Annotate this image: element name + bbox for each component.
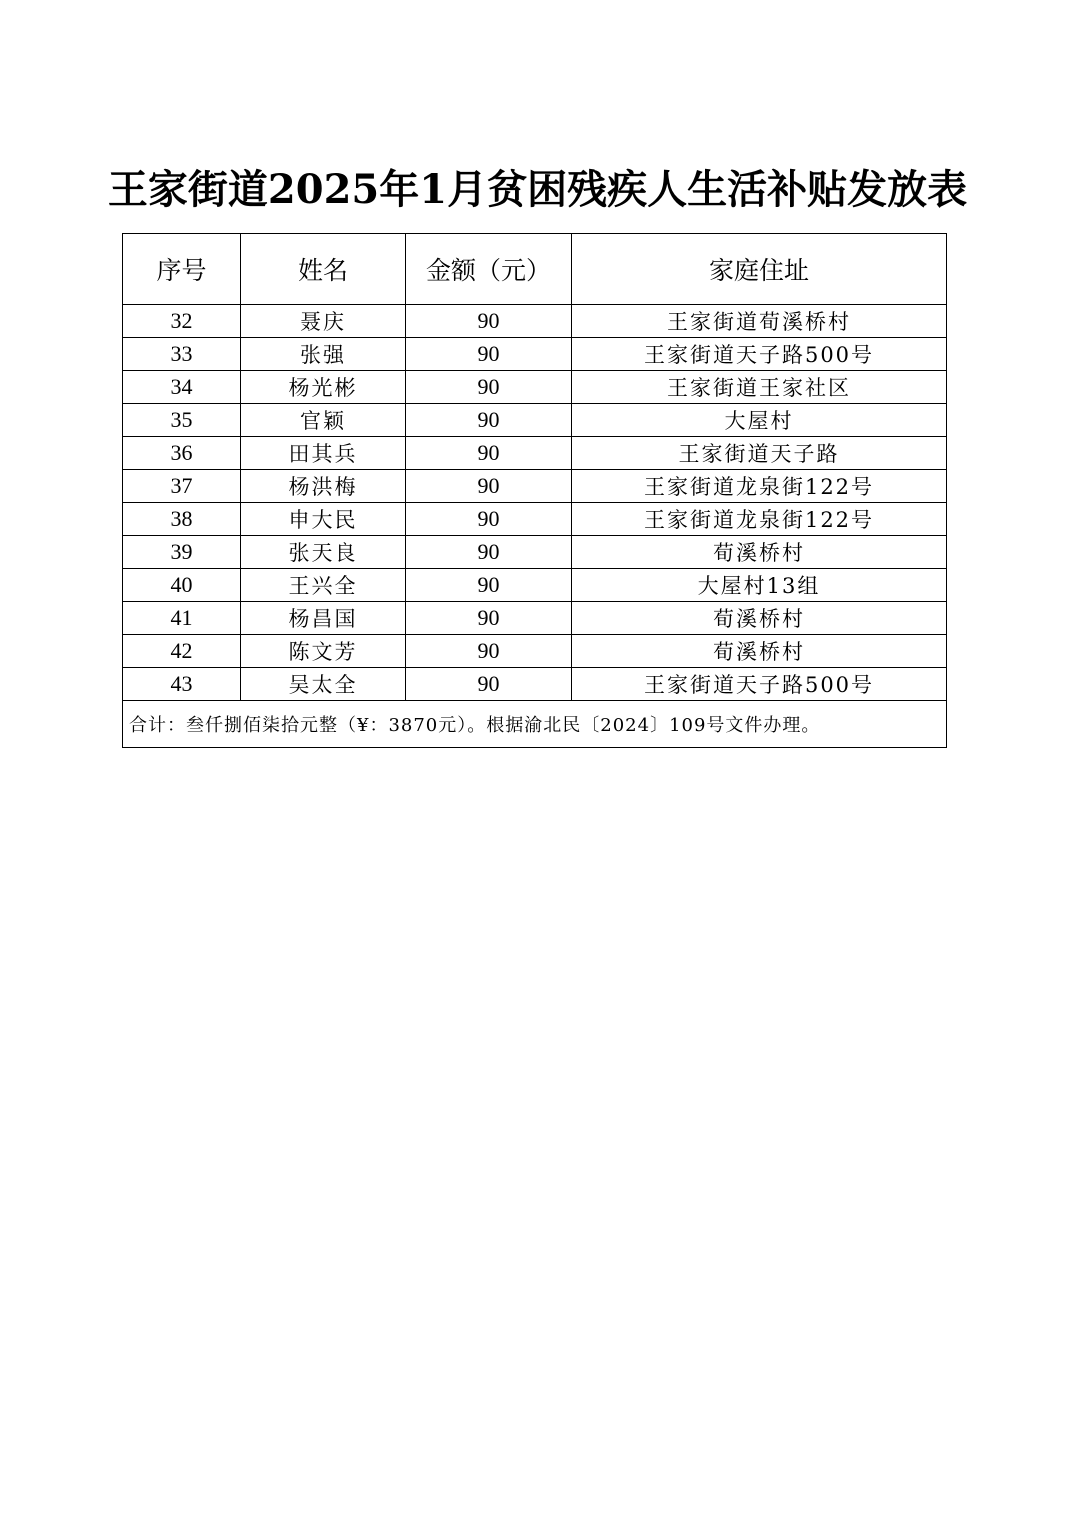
cell-address: 荀溪桥村 <box>572 536 947 569</box>
table-row <box>123 437 947 470</box>
cell-name: 申大民 <box>241 503 406 536</box>
cell-address: 大屋村 <box>572 404 947 437</box>
document-title: 王家街道2025年1月贫困残疾人生活补贴发放表 <box>107 166 968 213</box>
cell-address: 荀溪桥村 <box>572 602 947 635</box>
cell-name: 田其兵 <box>241 437 406 470</box>
cell-amount: 90 <box>406 503 572 536</box>
cell-serial-number: 37 <box>123 470 241 503</box>
cell-name: 吴太全 <box>241 668 406 701</box>
table-footer-row <box>123 701 947 748</box>
cell-serial-number: 33 <box>123 338 241 371</box>
cell-name: 张天良 <box>241 536 406 569</box>
cell-amount: 90 <box>406 635 572 668</box>
table-row <box>123 635 947 668</box>
cell-name: 官颖 <box>241 404 406 437</box>
cell-serial-number: 39 <box>123 536 241 569</box>
total-note: 合计：叁仟捌佰柒拾元整（¥：3870元）。根据渝北民〔2024〕109号文件办理。 <box>123 701 947 748</box>
cell-name: 聂庆 <box>241 305 406 338</box>
cell-name: 陈文芳 <box>241 635 406 668</box>
cell-amount: 90 <box>406 470 572 503</box>
cell-amount: 90 <box>406 437 572 470</box>
cell-address: 大屋村13组 <box>572 569 947 602</box>
table-row <box>123 338 947 371</box>
header-serial-number: 序号 <box>123 234 241 305</box>
cell-serial-number: 36 <box>123 437 241 470</box>
table-row <box>123 371 947 404</box>
header-amount: 金额（元） <box>406 234 572 305</box>
subsidy-table <box>122 233 947 748</box>
table-row <box>123 470 947 503</box>
cell-name: 张强 <box>241 338 406 371</box>
cell-serial-number: 34 <box>123 371 241 404</box>
table-row <box>123 602 947 635</box>
cell-amount: 90 <box>406 371 572 404</box>
cell-address: 荀溪桥村 <box>572 635 947 668</box>
cell-address: 王家街道天子路500号 <box>572 668 947 701</box>
cell-name: 杨光彬 <box>241 371 406 404</box>
table-row <box>123 569 947 602</box>
table-row <box>123 536 947 569</box>
cell-amount: 90 <box>406 536 572 569</box>
table-row <box>123 305 947 338</box>
cell-address: 王家街道天子路 <box>572 437 947 470</box>
cell-serial-number: 38 <box>123 503 241 536</box>
cell-address: 王家街道龙泉街122号 <box>572 503 947 536</box>
table-row <box>123 404 947 437</box>
cell-serial-number: 32 <box>123 305 241 338</box>
table-row <box>123 503 947 536</box>
cell-amount: 90 <box>406 305 572 338</box>
cell-address: 王家街道王家社区 <box>572 371 947 404</box>
cell-amount: 90 <box>406 338 572 371</box>
cell-serial-number: 43 <box>123 668 241 701</box>
cell-serial-number: 42 <box>123 635 241 668</box>
cell-serial-number: 41 <box>123 602 241 635</box>
cell-serial-number: 35 <box>123 404 241 437</box>
header-name: 姓名 <box>241 234 406 305</box>
cell-serial-number: 40 <box>123 569 241 602</box>
table-row <box>123 668 947 701</box>
cell-address: 王家街道荀溪桥村 <box>572 305 947 338</box>
cell-name: 杨洪梅 <box>241 470 406 503</box>
cell-address: 王家街道天子路500号 <box>572 338 947 371</box>
cell-address: 王家街道龙泉街122号 <box>572 470 947 503</box>
cell-amount: 90 <box>406 602 572 635</box>
cell-amount: 90 <box>406 569 572 602</box>
cell-amount: 90 <box>406 404 572 437</box>
cell-amount: 90 <box>406 668 572 701</box>
header-address: 家庭住址 <box>572 234 947 305</box>
cell-name: 王兴全 <box>241 569 406 602</box>
table-header-row <box>123 234 947 305</box>
cell-name: 杨昌国 <box>241 602 406 635</box>
